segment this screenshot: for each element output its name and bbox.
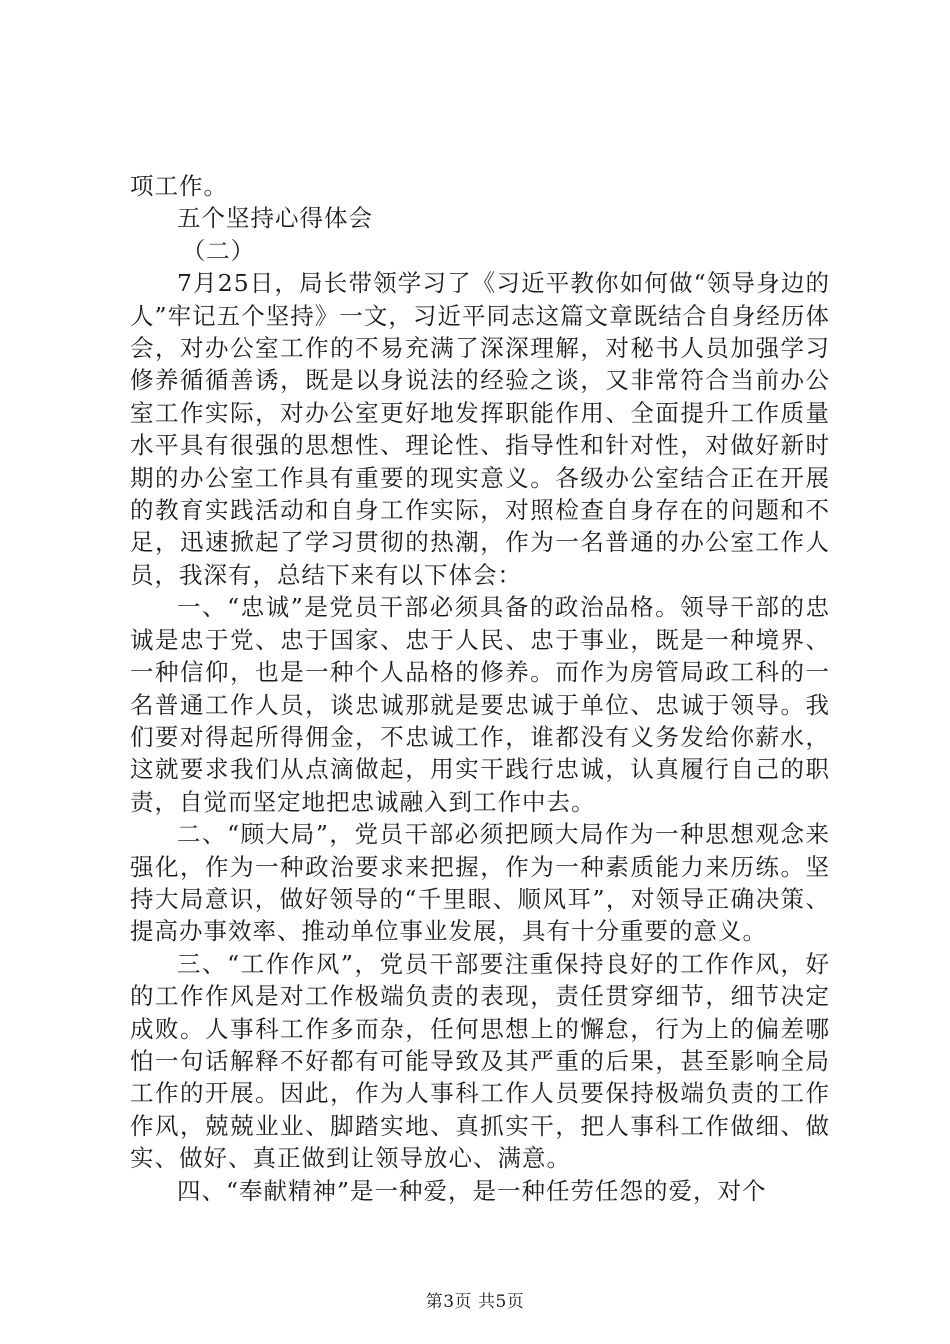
paragraph-continuation: 项工作。: [130, 172, 228, 200]
document-body: [130, 170, 830, 1207]
section-title: 五个坚持心得体会: [177, 204, 373, 233]
paragraph-work-style: 三、“工作作风”，党员干部要注重保持良好的工作作风，好的工作作风是对工作极端负责的表现，责任贯穿细节，细节决定成败。人事科工作多而杂，任何思想上的懈怠，行为上的偏差哪怕一句话解释不好都有可能导致及其严重的后果，甚至影响全局工作的开展。因此，作为人事科工作人员要保持极端负责的工作作风，兢兢业业、脚踏实地、真抓实干，把人事科工作做细、做实、做好、真正做到让领导放心、满意。: [130, 949, 830, 1173]
paragraph-intro: 7月25日，局长带领学习了《习近平教你如何做“领导身边的人”牢记五个坚持》一文，习近平同志这篇文章既结合自身经历体会，对办公室工作的不易充满了深深理解，对秘书人员加强学习修养循循善诱，既是以身说法的经验之谈，又非常符合当前办公室工作实际，对办公室更好地发挥职能作用、全面提升工作质量水平具有很强的思想性、理论性、指导性和针对性，对做好新时期的办公室工作具有重要的现实意义。各级办公室结合正在开展的教育实践活动和自身工作实际，对照检查自身存在的问题和不足，迅速掀起了学习贯彻的热潮，作为一名普通的办公室工作人员，我深有，总结下来有以下体会：: [130, 269, 830, 589]
paragraph-dedication: 四、“奉献精神”是一种爱，是一种任劳任怨的爱，对个: [177, 1176, 767, 1205]
paragraph-loyalty: 一、“忠诚”是党员干部必须具备的政治品格。领导干部的忠诚是忠于党、忠于国家、忠于人民、忠于事业，既是一种境界、一种信仰，也是一种个人品格的修养。而作为房管局政工科的一名普通工作人员，谈忠诚那就是要忠诚于单位、忠诚于领导。我们要对得起所得佣金，不忠诚工作，谁都没有义务发给你薪水，这就要求我们从点滴做起，用实干践行忠诚，认真履行自己的职责，自觉而坚定地把忠诚融入到工作中去。: [130, 593, 830, 816]
paragraph-big-picture: 二、“顾大局”，党员干部必须把顾大局作为一种思想观念来强化，作为一种政治要求来把握，作为一种素质能力来历练。坚持大局意识，做好领导的“千里眼、顺风耳”，对领导正确决策、提高办事效率、推动单位事业发展，具有十分重要的意义。: [130, 820, 830, 946]
page-footer: 第3页 共5页: [425, 1292, 525, 1312]
section-subtitle: （二）: [181, 236, 256, 265]
